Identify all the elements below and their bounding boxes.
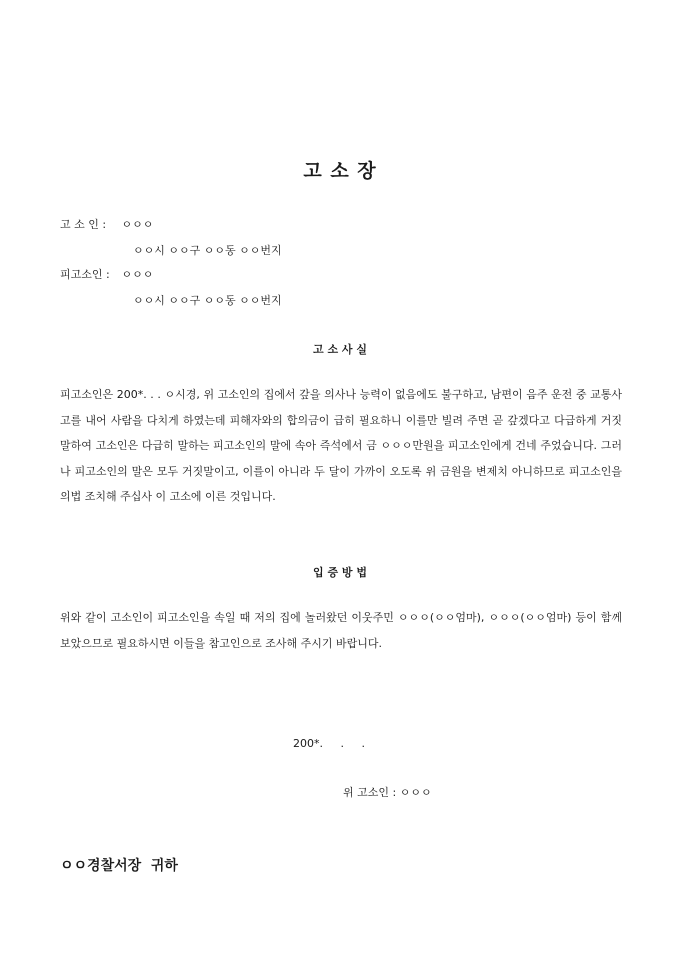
evidence-heading: 입 증 방 법 [313,566,367,579]
defendant-label: 피고소인 : [60,268,110,281]
complainant-line [60,216,153,232]
evidence-paragraph: 위와 같이 고소인이 피고소인을 속일 때 저의 집에 놀러왔던 이웃주민 ㅇㅇㅇ(ㅇㅇ엄마), ㅇㅇㅇ(ㅇㅇ엄마) 등이 함께 보았으므로 필요하시면 이들을 참고인으로 조사해 주시기 바랍니다. [60,611,622,650]
complainant-label: 고 소 인 : [60,218,107,231]
facts-paragraph: 피고소인은 200*. . . ㅇ시경, 위 고소인의 집에서 갚을 의사나 능력이 없음에도 불구하고, 남편이 음주 운전 중 교통사고를 내어 사람을 다치게 하였는데 피해자와의 합의금이 급히 필요하니 이를만 빌려 주면 곧 갚겠다고 다급하게 거짓말하여 고소인은 다급히 말하는 피고소인의 말에 속아 즉석에서 금 ㅇㅇㅇ만원을 피고소인에게 건네 주었습니다. 그러나 피고소인의 말은 모두 거짓말이고, 이를이 아니라 두 달이 가까이 오도록 위 금원을 변제치 아니하므로 피고소인을 의법 조치해 주십사 이 고소에 이른 것입니다. [60,388,622,503]
facts-heading: 고 소 사 실 [313,343,367,356]
document-date: 200*. . . [293,737,365,750]
defendant-name: ㅇㅇㅇ [121,268,154,281]
recipient-line: ㅇㅇ경찰서장 귀하 [60,858,178,874]
complainant-address: ㅇㅇ시 ㅇㅇ구 ㅇㅇ동 ㅇㅇ번지 [133,244,282,257]
defendant-address: ㅇㅇ시 ㅇㅇ구 ㅇㅇ동 ㅇㅇ번지 [133,294,282,307]
document-title: 고 소 장 [303,160,377,182]
defendant-line [60,266,153,282]
complainant-name: ㅇㅇㅇ [121,218,154,231]
signer-line: 위 고소인 : ㅇㅇㅇ [343,786,432,799]
